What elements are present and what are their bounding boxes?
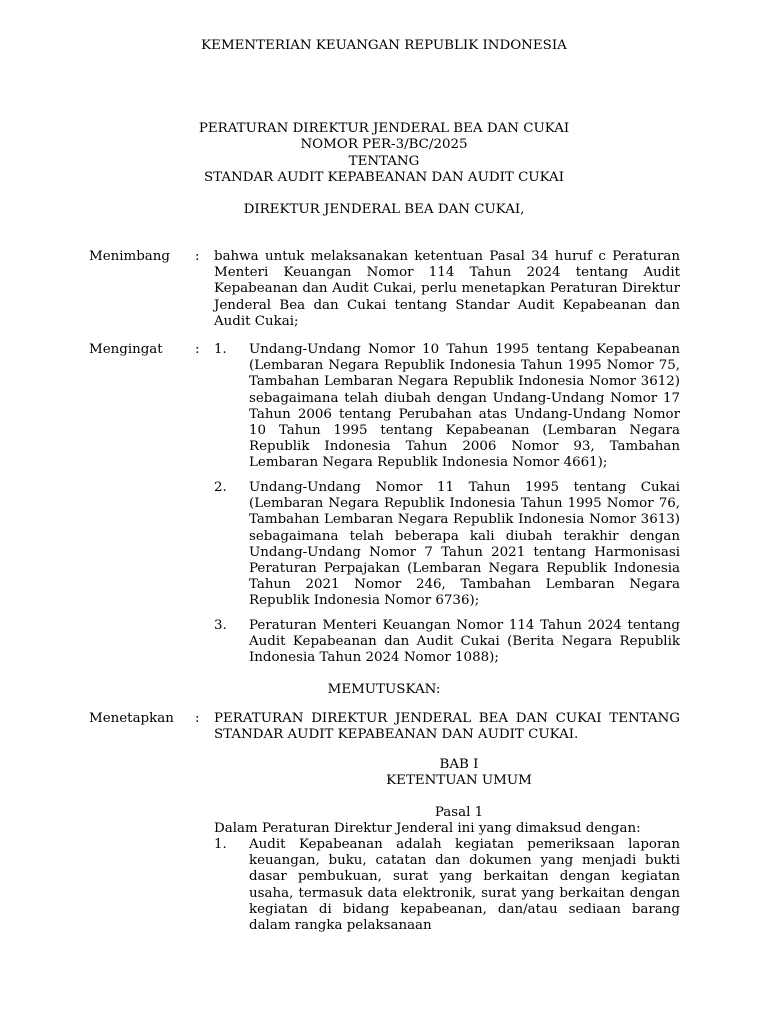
- mengingat-item-2-text: Undang-Undang Nomor 11 Tahun 1995 tentang Cukai (Lembaran Negara Republik Indonesia Tahun 1995 Nomor 76, Tambahan Lembaran Negara Republik Indonesia Nomor 3613) sebagaimana telah beberapa kali diubah terakhir dengan Undang-Undang Nomor 7 Tahun 2021 tentang Harmonisasi Peraturan Perpajakan (Lembaran Negara Republik Indonesia Tahun 2021 Nomor 246, Tambahan Lembaran Negara Republik Indonesia Nomor 6736);: [249, 480, 680, 609]
- pasal-intro: Dalam Peraturan Direktur Jenderal ini yang dimaksud dengan:: [214, 821, 641, 836]
- regulation-tentang: TENTANG: [348, 154, 420, 169]
- bab-number: BAB I: [439, 757, 479, 772]
- issuing-authority: DIREKTUR JENDERAL BEA DAN CUKAI,: [243, 202, 525, 217]
- menetapkan-label: Menetapkan: [89, 711, 174, 726]
- pasal-item-1-text: Audit Kepabeanan adalah kegiatan pemeriksaan laporan keuangan, buku, catatan dan dokumen yang menjadi bukti dasar pembukuan, surat yang berkaitan dengan kegiatan usaha, termasuk data elektronik, surat yang berkaitan dengan kegiatan di bidang kepabeanan, dan/atau sediaan barang dalam rangka pelaksanaan: [249, 837, 680, 934]
- menimbang-label: Menimbang: [89, 249, 170, 264]
- pasal-number: Pasal 1: [434, 805, 484, 820]
- menimbang-text: bahwa untuk melaksanakan ketentuan Pasal 34 huruf c Peraturan Menteri Keuangan Nomor 114 Tahun 2024 tentang Audit Kepabeanan dan Audit Cukai, perlu menetapkan Peraturan Direktur Jenderal Bea dan Cukai tentang Standar Audit Kepabeanan dan Audit Cukai;: [214, 249, 680, 329]
- mengingat-colon: :: [195, 342, 200, 357]
- regulation-title: PERATURAN DIREKTUR JENDERAL BEA DAN CUKAI: [198, 121, 570, 136]
- mengingat-item-3-number: 3.: [214, 618, 227, 633]
- mengingat-item-1-number: 1.: [214, 342, 227, 357]
- regulation-subject: STANDAR AUDIT KEPABEANAN DAN AUDIT CUKAI: [203, 170, 565, 185]
- menimbang-colon: :: [195, 249, 200, 264]
- mengingat-item-3-text: Peraturan Menteri Keuangan Nomor 114 Tahun 2024 tentang Audit Kepabeanan dan Audit Cukai (Berita Negara Republik Indonesia Tahun 2024 Nomor 1088);: [249, 618, 680, 666]
- mengingat-item-1-text: Undang-Undang Nomor 10 Tahun 1995 tentang Kepabeanan (Lembaran Negara Republik Indonesia Tahun 1995 Nomor 75, Tambahan Lembaran Negara Republik Indonesia Nomor 3612) sebagaimana telah diubah dengan Undang-Undang Nomor 17 Tahun 2006 tentang Perubahan atas Undang-Undang Nomor 10 Tahun 1995 tentang Kepabeanan (Lembaran Negara Republik Indonesia Tahun 2006 Nomor 93, Tambahan Lembaran Negara Republik Indonesia Nomor 4661);: [249, 342, 680, 471]
- memutuskan-heading: MEMUTUSKAN:: [327, 682, 441, 697]
- bab-title: KETENTUAN UMUM: [386, 773, 532, 788]
- mengingat-label: Mengingat: [89, 342, 163, 357]
- mengingat-item-2-number: 2.: [214, 480, 227, 495]
- menetapkan-colon: :: [195, 711, 200, 726]
- ministry-header: KEMENTERIAN KEUANGAN REPUBLIK INDONESIA: [201, 38, 567, 53]
- pasal-item-1-number: 1.: [214, 837, 227, 852]
- regulation-number: NOMOR PER-3/BC/2025: [300, 137, 468, 152]
- menetapkan-text: PERATURAN DIREKTUR JENDERAL BEA DAN CUKAI TENTANG STANDAR AUDIT KEPABEANAN DAN AUDIT CUKAI.: [214, 711, 680, 743]
